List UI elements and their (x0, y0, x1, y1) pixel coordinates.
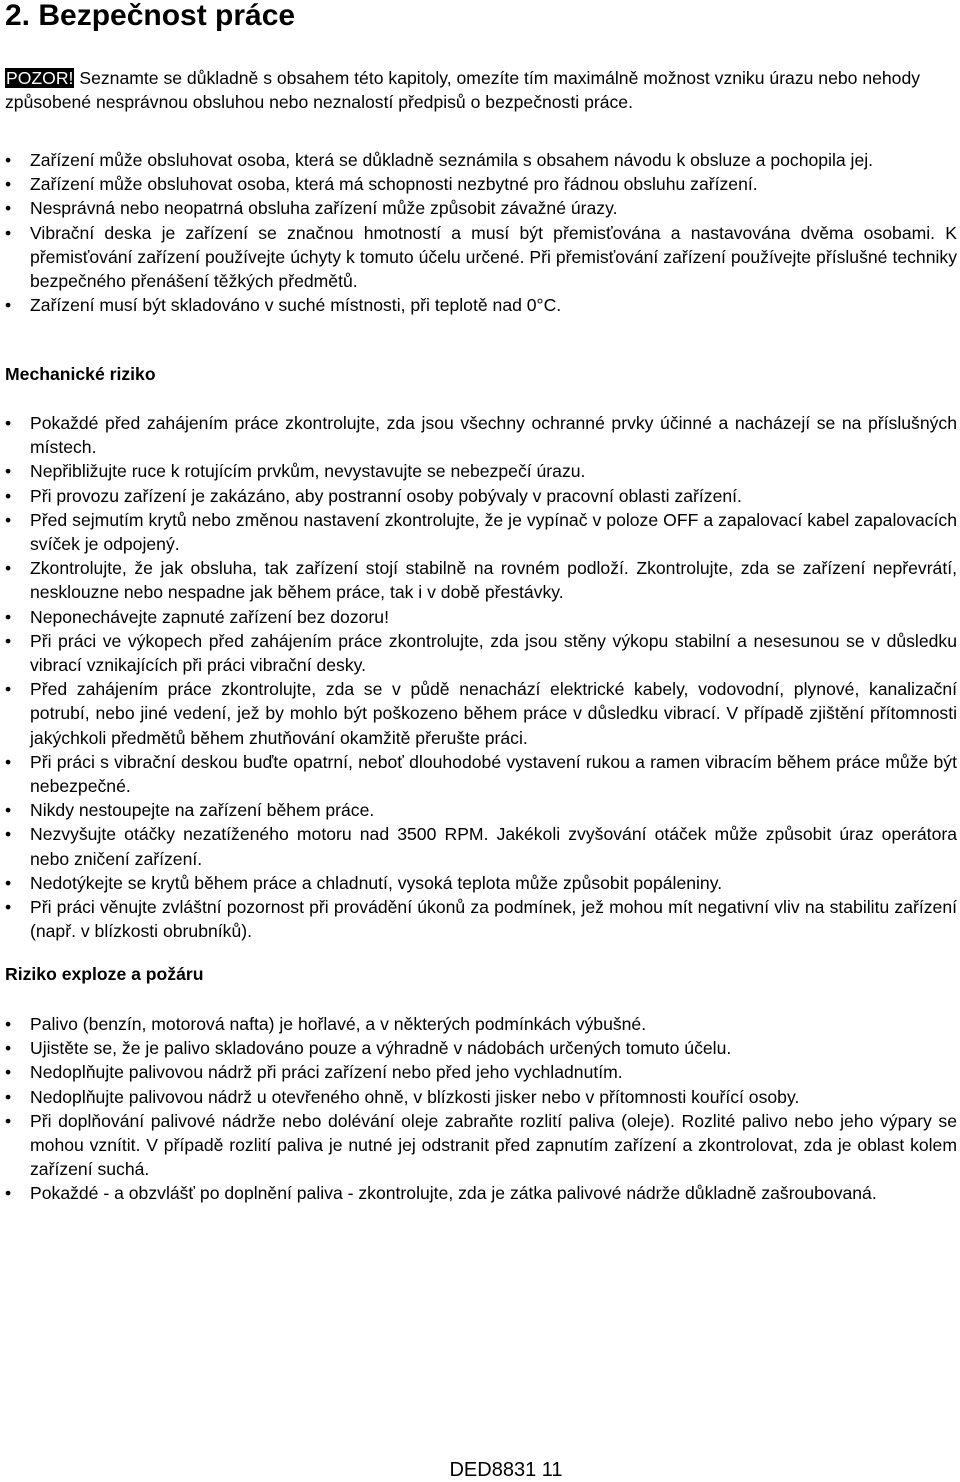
list-item-text: Pokaždé před zahájením práce zkontrolujte, zda jsou všechny ochranné prvky účinné a nacházejí se na příslušných místech. (30, 413, 957, 458)
list-item-text: Nedoplňujte palivovou nádrž u otevřeného ohně, v blízkosti jisker nebo v přítomnosti kouřící osoby. (30, 1086, 800, 1107)
bullet-icon: • (5, 1110, 12, 1131)
list-item (5, 459, 957, 483)
list-item (5, 196, 957, 220)
bullet-icon: • (5, 558, 12, 579)
bullet-icon: • (5, 606, 12, 627)
bullet-icon: • (5, 295, 12, 316)
list-item (5, 293, 957, 317)
list-item (5, 750, 957, 798)
list-item-text: Při práci s vibrační deskou buďte opatrní, neboť dlouhodobé vystavení rukou a ramen vibracím během práce může být nebezpečné. (30, 751, 957, 797)
bullet-icon: • (5, 222, 12, 243)
list-item (5, 508, 957, 556)
general-safety-list (5, 148, 957, 317)
list-item (5, 605, 957, 629)
list-item (5, 871, 957, 895)
page-footer: DED8831 11 (449, 1459, 563, 1481)
list-item-text: Při práci ve výkopech před zahájením práce zkontrolujte, zda jsou stěny výkopu stabilní a nesesunou se v důsledku vibrací vznikajících při práci vibrační desky. (30, 630, 957, 676)
list-item-text: Neponechávejte zapnuté zařízení bez dozoru! (30, 606, 389, 627)
bullet-icon: • (5, 198, 12, 219)
list-item-text: Ujistěte se, že je palivo skladováno pouze a výhradně v nádobách určených tomuto účelu. (30, 1038, 732, 1059)
bullet-icon: • (5, 872, 12, 893)
bullet-icon: • (5, 679, 12, 700)
bullet-icon: • (5, 751, 12, 772)
list-item (5, 1109, 957, 1182)
bullet-icon: • (5, 485, 12, 506)
list-item-text: Nikdy nestoupejte na zařízení během práce. (30, 800, 375, 821)
section-heading-fire: Riziko exploze a požáru (5, 964, 204, 984)
list-item-text: Před zahájením práce zkontrolujte, zda se v půdě nenachází elektrické kabely, vodovodní, plynové, kanalizační potrubí, nebo jiné vedení, jež by mohlo být poškozeno během práce v důsledku vibrací. V případě zjištění přítomnosti jakýchkoli předmětů během zhutňování okamžitě přerušte práci. (30, 679, 957, 748)
list-item (5, 172, 957, 196)
list-item-text: Palivo (benzín, motorová nafta) je hořlavé, a v některých podmínkách výbušné. (30, 1014, 647, 1034)
list-item (5, 677, 957, 750)
mechanical-risk-list (5, 411, 957, 943)
list-item (5, 1012, 957, 1036)
bullet-icon: • (5, 800, 12, 821)
list-item-text: Nepřibližujte ruce k rotujícím prvkům, nevystavujte se nebezpečí úrazu. (30, 461, 586, 482)
list-item-text: Při doplňování palivové nádrže nebo dolévání oleje zabraňte rozlití paliva (oleje). Rozlité palivo nebo jeho výpary se mohou vznítit. V případě rozlití paliva je nutné jej odstranit před zapnutím zařízení a zkontrolovat, zda je oblast kolem zařízení suchá. (30, 1110, 957, 1180)
list-item (5, 411, 957, 459)
list-item (5, 1181, 957, 1205)
list-item-text: Vibrační deska je zařízení se značnou hmotností a musí být přemisťována a nastavována dvěma osobami. K přemisťování zařízení používejte úchyty k tomuto účelu určené. Při přemisťování zařízení používejte příslušné techniky bezpečného přenášení těžkých předmětů. (30, 222, 957, 292)
bullet-icon: • (5, 174, 12, 195)
warning-badge: POZOR! (6, 68, 74, 88)
bullet-icon: • (5, 509, 12, 530)
bullet-icon: • (5, 897, 12, 918)
list-item-text: Při práci věnujte zvláštní pozornost při provádění úkonů za podmínek, jež mohou mít negativní vliv na stabilitu zařízení (např. v blízkosti obrubníků). (30, 897, 957, 942)
list-item-text: Nedotýkejte se krytů během práce a chladnutí, vysoká teplota může způsobit popáleniny. (30, 872, 723, 893)
list-item (5, 895, 957, 943)
fire-risk-list (5, 1012, 957, 1206)
bullet-icon: • (5, 1183, 12, 1204)
page-title: 2. Bezpečnost práce (5, 0, 296, 32)
list-item (5, 1085, 957, 1109)
list-item-text: Zkontrolujte, že jak obsluha, tak zařízení stojí stabilně na rovném podloží. Zkontrolujte, zda se zařízení nepřevrátí, nesklouzne nebo nespadne jak během práce, tak i v době přestávky. (30, 558, 957, 603)
section-heading-mechanical: Mechanické riziko (5, 364, 156, 384)
bullet-icon: • (5, 150, 12, 170)
bullet-icon: • (5, 1038, 12, 1059)
list-item-text: Zařízení musí být skladováno v suché místnosti, při teplotě nad 0°C. (30, 295, 562, 316)
list-item-text: Nesprávná nebo neopatrná obsluha zařízení může způsobit závažné úrazy. (30, 198, 618, 219)
warning-paragraph (5, 66, 957, 114)
warning-text: Seznamte se důkladně s obsahem této kapitoly, omezíte tím maximálně možnost vzniku úrazu nebo nehody způsobené nesprávnou obsluhou nebo neznalostí předpisů o bezpečnosti práce. (5, 68, 921, 113)
list-item (5, 798, 957, 822)
list-item (5, 556, 957, 604)
list-item (5, 148, 957, 172)
bullet-icon: • (5, 824, 12, 845)
list-item (5, 1060, 957, 1084)
list-item-text: Nedoplňujte palivovou nádrž při práci zařízení nebo před jeho vychladnutím. (30, 1062, 623, 1083)
list-item-text: Před sejmutím krytů nebo změnou nastavení zkontrolujte, že je vypínač v poloze OFF a zapalovací kabel zapalovacích svíček je odpojený. (30, 509, 957, 555)
list-item-text: Pokaždé - a obzvlášť po doplnění paliva - zkontrolujte, zda je zátka palivové nádrže důkladně zašroubovaná. (30, 1183, 877, 1204)
bullet-icon: • (5, 1014, 12, 1034)
list-item-text: Zařízení může obsluhovat osoba, která má schopnosti nezbytné pro řádnou obsluhu zařízení. (30, 174, 758, 195)
list-item (5, 484, 957, 508)
bullet-icon: • (5, 630, 12, 651)
list-item-text: Zařízení může obsluhovat osoba, která se důkladně seznámila s obsahem návodu k obsluze a pochopila jej. (30, 150, 874, 170)
list-item (5, 221, 957, 294)
bullet-icon: • (5, 413, 12, 433)
bullet-icon: • (5, 1062, 12, 1083)
list-item (5, 629, 957, 677)
list-item (5, 822, 957, 870)
bullet-icon: • (5, 1086, 12, 1107)
list-item-text: Nezvyšujte otáčky nezatíženého motoru nad 3500 RPM. Jakékoli zvyšování otáček může způsobit úraz operátora nebo zničení zařízení. (30, 824, 957, 869)
list-item-text: Při provozu zařízení je zakázáno, aby postranní osoby pobývaly v pracovní oblasti zařízení. (30, 485, 742, 506)
bullet-icon: • (5, 461, 12, 482)
list-item (5, 1036, 957, 1060)
